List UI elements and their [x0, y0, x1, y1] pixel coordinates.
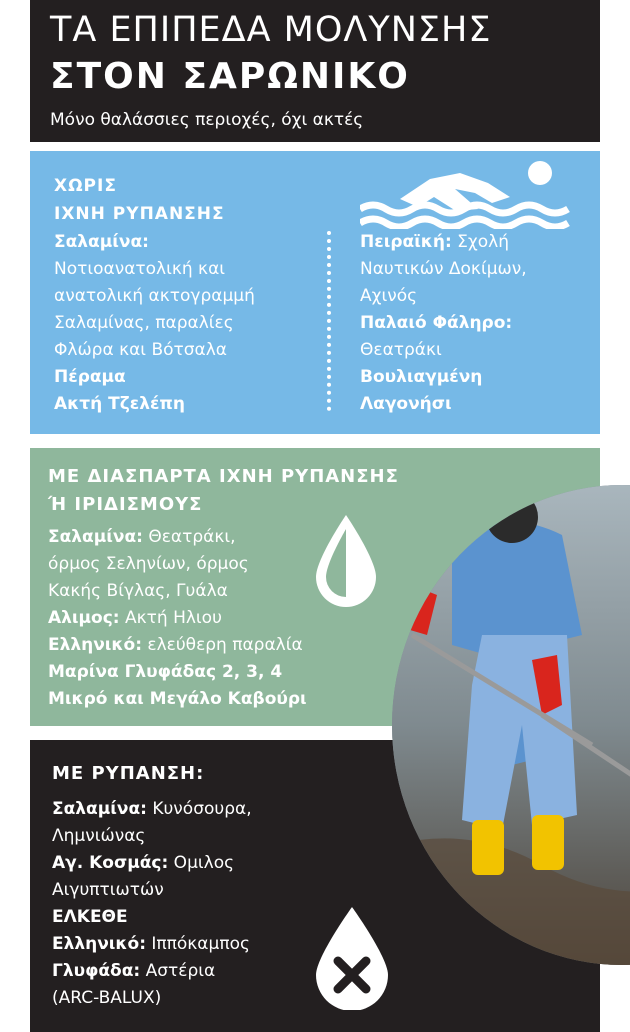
- peiraiki-line: [360, 229, 590, 256]
- glyfada-line: [52, 958, 342, 985]
- elliniko-line: [52, 931, 342, 958]
- lagonisi: Λαγονήσι: [360, 394, 452, 414]
- elliniko-line: [48, 632, 408, 659]
- kosmas-text: Ομιλος: [168, 853, 235, 873]
- salamina-line: [52, 796, 342, 823]
- peiraiki-text-line: Ναυτικών Δοκίμων,: [360, 259, 527, 279]
- title-line-2: ΣΤΟΝ ΣΑΡΩΝΙΚΟ: [50, 56, 410, 97]
- glyfada-label: Γλυφάδα:: [52, 961, 141, 981]
- polluted-drop-icon: [312, 905, 392, 1010]
- kosmas-text-line: Αιγυπτιωτών: [52, 880, 164, 900]
- column-divider: [327, 231, 331, 411]
- elkethe: ΕΛΚΕΘΕ: [52, 907, 128, 927]
- vouliagmeni: Βουλιαγμένη: [360, 367, 483, 387]
- peiraiki-text: Σχολή: [451, 232, 509, 252]
- section1-right-column: [360, 229, 590, 418]
- section1-left-column: [54, 229, 324, 418]
- peiraiki-label: Πειραϊκή:: [360, 232, 452, 252]
- section1-heading: [54, 172, 225, 228]
- header-banner: [30, 0, 600, 142]
- faliro-text: Θεατράκι: [360, 340, 442, 360]
- marina-glyfadas: Μαρίνα Γλυφάδας 2, 3, 4: [48, 662, 283, 682]
- akti-tzelepi: Ακτή Τζελέπη: [54, 394, 185, 414]
- salamina-text-line: Σαλαμίνας, παραλίες: [54, 313, 234, 333]
- salamina-text-line: Φλώρα και Βότσαλα: [54, 340, 228, 360]
- section-no-pollution: [30, 151, 600, 434]
- subtitle: Μόνο θαλάσσιες περιοχές, όχι ακτές: [50, 110, 364, 130]
- kosmas-line: [52, 850, 342, 877]
- salamina-text-line: Κακής Βίγλας, Γυάλα: [48, 581, 228, 601]
- section1-heading-line1: ΧΩΡΙΣ: [54, 176, 117, 196]
- section3-body: [52, 796, 342, 1012]
- section2-heading-line1: ΜΕ ΔΙΑΣΠΑΡΤΑ ΙΧΝΗ ΡΥΠΑΝΣΗΣ: [48, 466, 399, 487]
- kosmas-label: Αγ. Κοσμάς:: [52, 853, 169, 873]
- faliro-label: Παλαιό Φάληρο:: [360, 313, 513, 333]
- elliniko-label: Ελληνικό:: [48, 635, 142, 655]
- salamina-text-line: ανατολική ακτογραμμή: [54, 286, 255, 306]
- arc-balux: (ARC-BALUX): [52, 988, 162, 1008]
- perama: Πέραμα: [54, 367, 126, 387]
- salamina-text-line: Λημνιώνας: [52, 826, 146, 846]
- salamina-text: Κυνόσουρα,: [146, 799, 252, 819]
- salamina-text: Θεατράκι,: [142, 527, 236, 547]
- section1-heading-line2: ΙΧΝΗ ΡΥΠΑΝΣΗΣ: [54, 204, 225, 224]
- swimmer-icon: [360, 159, 570, 229]
- section2-heading: [48, 463, 399, 519]
- elliniko-text: ελεύθερη παραλία: [142, 635, 303, 655]
- title-line-1: ΤΑ ΕΠΙΠΕΔΑ ΜΟΛΥΝΣΗΣ: [50, 10, 492, 50]
- salamina-label: Σαλαμίνα:: [54, 232, 149, 252]
- salamina-text-line: όρμος Σεληνίων, όρμος: [48, 554, 249, 574]
- salamina-label: Σαλαμίνα:: [52, 799, 147, 819]
- glyfada-text: Αστέρια: [140, 961, 216, 981]
- droplet-icon: [312, 513, 380, 611]
- salamina-label: Σαλαμίνα:: [48, 527, 143, 547]
- section2-heading-line2: Ή ΙΡΙΔΙΣΜΟΥΣ: [48, 494, 203, 515]
- alimos-text: Ακτή Ηλιου: [119, 608, 222, 628]
- alimos-label: Αλιμος:: [48, 608, 120, 628]
- elliniko-label: Ελληνικό:: [52, 934, 146, 954]
- peiraiki-text-line: Αχινός: [360, 286, 418, 306]
- kavouri: Μικρό και Μεγάλο Καβούρι: [48, 689, 307, 709]
- elliniko-text: Ιππόκαμπος: [146, 934, 250, 954]
- salamina-text-line: Νοτιοανατολική και: [54, 259, 226, 279]
- section3-heading: ΜΕ ΡΥΠΑΝΣΗ:: [52, 763, 205, 784]
